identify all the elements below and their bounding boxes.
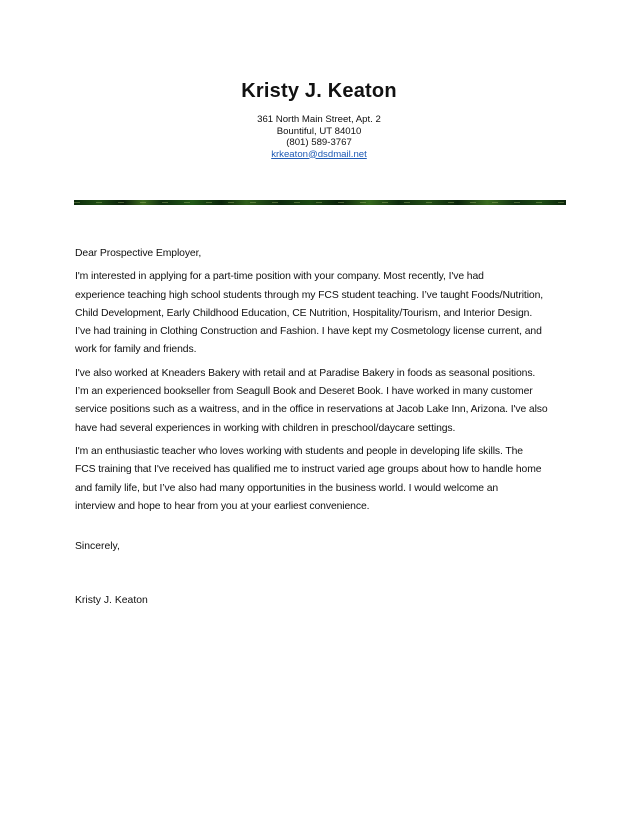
text-line: experience teaching high school students through my FCS student teaching. I’ve taught Foods/Nutrition,: [75, 289, 544, 301]
salutation: Dear Prospective Employer,: [75, 248, 202, 259]
text-line: I'm an enthusiastic teacher who loves working with students and people in developing life skills. The: [75, 445, 523, 457]
phone-number: (801) 589-3767: [286, 137, 352, 148]
text-line: I’m an experienced bookseller from Seagull Book and Deseret Book. I have worked in many customer: [75, 386, 533, 398]
decorative-divider: [74, 200, 566, 205]
paragraph-1: [75, 268, 575, 359]
text-line: have had several experiences in working with children in preschool/daycare settings.: [75, 422, 456, 434]
paragraph-3: [75, 443, 575, 516]
email-link[interactable]: krkeaton@dsdmail.net: [271, 148, 367, 160]
text-line: I'm interested in applying for a part-time position with your company. Most recently, I've had: [75, 271, 484, 283]
paragraph-2: [75, 365, 575, 438]
letter-body: [75, 245, 575, 516]
signature-name: Kristy J. Keaton: [75, 595, 148, 606]
address-line-1: 361 North Main Street, Apt. 2: [257, 114, 381, 125]
text-line: I’ve had training in Clothing Construction and Fashion. I have kept my Cosmetology license current, and: [75, 326, 542, 338]
address-line-2: Bountiful, UT 84010: [276, 125, 362, 137]
closing: Sincerely,: [75, 541, 120, 552]
contact-block: [0, 114, 638, 160]
text-line: work for family and friends.: [75, 344, 197, 356]
letterhead: [0, 78, 638, 160]
text-line: interview and hope to hear from you at your earliest convenience.: [75, 500, 370, 512]
sender-name: Kristy J. Keaton: [241, 80, 397, 102]
text-line: I've also worked at Kneaders Bakery with retail and at Paradise Bakery in foods as seasonal positions.: [75, 367, 536, 379]
text-line: and family life, but I’ve also had many opportunities in the business world. I would welcome an: [75, 482, 499, 494]
text-line: Child Development, Early Childhood Education, CE Nutrition, Hospitality/Tourism, and Interior Design.: [75, 307, 533, 319]
text-line: FCS training that I've received has qualified me to instruct varied age groups about how to handle home: [75, 464, 542, 476]
text-line: service positions such as a waitress, and in the office in reservations at Jacob Lake Inn, Arizona. I've also: [75, 404, 548, 416]
